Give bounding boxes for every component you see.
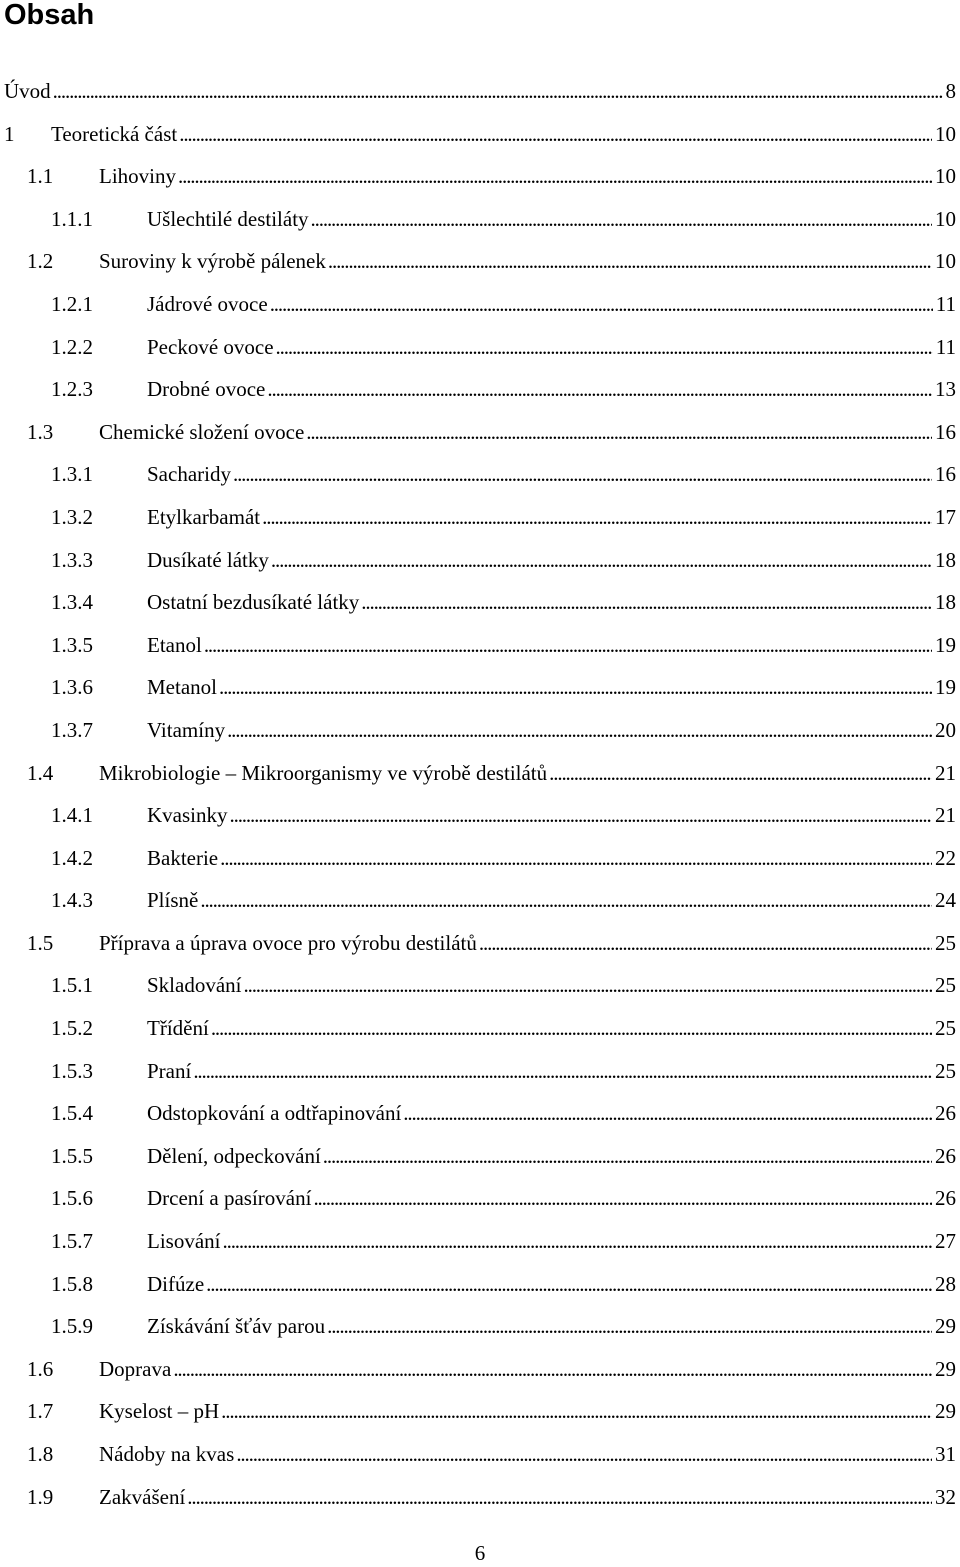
toc-entry-title: Zakvášení <box>99 1484 186 1509</box>
toc-entry-page: 26 <box>935 1186 956 1211</box>
toc-entry-line <box>147 709 956 752</box>
toc-entry-page: 11 <box>935 334 956 359</box>
toc-entry-line <box>99 752 956 795</box>
toc-entry-number: 1.3.2 <box>51 504 93 529</box>
toc-entry-number: 1.5.2 <box>51 1016 93 1041</box>
dot-leader <box>193 1050 932 1093</box>
toc-entry[interactable] <box>0 624 960 667</box>
table-of-contents <box>0 70 960 1518</box>
toc-entry-page: 27 <box>935 1229 956 1254</box>
toc-entry-page: 21 <box>935 760 956 785</box>
toc-entry[interactable] <box>0 1050 960 1093</box>
toc-entry-page: 18 <box>935 590 956 615</box>
toc-entry-line <box>147 368 956 411</box>
dot-leader <box>276 326 933 369</box>
toc-entry-number: 1.8 <box>27 1442 54 1466</box>
toc-entry-page: 31 <box>935 1442 956 1466</box>
toc-entry-page: 25 <box>935 930 956 955</box>
toc-entry-line <box>147 326 956 369</box>
toc-entry-title: Ušlechtilé destiláty <box>147 206 309 231</box>
toc-entry[interactable] <box>0 794 960 837</box>
toc-entry[interactable] <box>0 368 960 411</box>
toc-entry-number: 1.5 <box>27 930 54 955</box>
toc-entry-number: 1.6 <box>27 1356 54 1381</box>
toc-entry-title: Vitamíny <box>147 717 226 742</box>
toc-entry-title: Sacharidy <box>147 462 231 487</box>
toc-entry-page: 19 <box>935 675 956 700</box>
toc-entry-number: 1.5.8 <box>51 1271 93 1296</box>
toc-entry-page: 10 <box>935 164 956 189</box>
toc-entry-page: 26 <box>935 1101 956 1126</box>
toc-entry-title: Drcení a pasírování <box>147 1186 312 1211</box>
toc-entry-number: 1.5.6 <box>51 1186 93 1211</box>
toc-entry-page: 19 <box>935 632 956 657</box>
toc-entry-title: Metanol <box>147 675 217 700</box>
toc-entry[interactable] <box>0 1476 960 1519</box>
dot-leader <box>233 453 932 496</box>
toc-entry[interactable] <box>0 1135 960 1178</box>
toc-entry-page: 28 <box>935 1271 956 1296</box>
toc-entry-number: 1.3.4 <box>51 590 93 615</box>
dot-leader <box>204 624 932 667</box>
toc-entry[interactable] <box>0 198 960 241</box>
toc-entry-title: Peckové ovoce <box>147 334 274 359</box>
toc-entry-title: Chemické složení ovoce <box>99 419 305 444</box>
toc-entry-title: Jádrové ovoce <box>147 291 268 316</box>
toc-entry[interactable] <box>0 1220 960 1263</box>
toc-entry-number: 1.5.3 <box>51 1058 93 1083</box>
toc-entry-page: 25 <box>935 1016 956 1041</box>
toc-entry[interactable] <box>0 879 960 922</box>
toc-entry-title: Suroviny k výrobě pálenek <box>99 249 326 274</box>
toc-entry-line <box>99 1348 956 1391</box>
toc-entry[interactable] <box>0 1390 960 1433</box>
dot-leader <box>200 879 932 922</box>
toc-entry-number: 1.2.1 <box>51 291 93 316</box>
toc-entry-page: 22 <box>935 845 956 870</box>
toc-entry-title: Získávání šťáv parou <box>147 1314 326 1339</box>
toc-entry-number: 1.5.1 <box>51 973 93 998</box>
dot-leader <box>53 70 943 113</box>
dot-leader <box>179 113 932 156</box>
toc-entry-title: Drobné ovoce <box>147 377 266 402</box>
toc-entry-line <box>147 1050 956 1093</box>
toc-entry-line <box>147 666 956 709</box>
toc-entry-title: Etylkarbamát <box>147 504 261 529</box>
dot-leader <box>220 837 932 880</box>
toc-entry-title: Difúze <box>147 1271 205 1296</box>
toc-entry-page: 10 <box>935 121 956 146</box>
toc-entry-line <box>147 1092 956 1135</box>
toc-entry[interactable] <box>0 964 960 1007</box>
toc-entry[interactable] <box>0 581 960 624</box>
toc-entry-number: 1.3 <box>27 419 54 444</box>
toc-entry-page: 17 <box>935 504 956 529</box>
toc-entry[interactable] <box>0 496 960 539</box>
page-number: 6 <box>474 1541 486 1565</box>
toc-entry[interactable] <box>0 1305 960 1348</box>
toc-entry-number: 1.4.1 <box>51 803 93 828</box>
toc-entry-line <box>147 198 956 241</box>
toc-entry-title: Mikrobiologie – Mikroorganismy ve výrobě destilátů <box>99 760 548 785</box>
dot-leader <box>223 1220 933 1263</box>
toc-entry-number: 1.7 <box>27 1399 54 1424</box>
toc-entry[interactable] <box>0 326 960 369</box>
toc-entry-page: 21 <box>935 803 956 828</box>
toc-entry-page: 20 <box>935 717 956 742</box>
dot-leader <box>403 1092 932 1135</box>
toc-entry-number: 1.5.5 <box>51 1143 93 1168</box>
toc-entry-line <box>99 411 956 454</box>
toc-entry-line <box>147 496 956 539</box>
toc-entry[interactable] <box>0 240 960 283</box>
toc-entry-page: 10 <box>935 206 956 231</box>
toc-entry-line <box>99 1476 956 1519</box>
toc-entry[interactable] <box>0 1348 960 1391</box>
toc-entry-line <box>147 964 956 1007</box>
toc-entry-page: 25 <box>935 1058 956 1083</box>
toc-entry[interactable] <box>0 411 960 454</box>
toc-entry[interactable] <box>0 155 960 198</box>
toc-entry-title: Praní <box>147 1058 192 1083</box>
toc-entry[interactable] <box>0 1263 960 1306</box>
toc-entry-line <box>147 837 956 880</box>
toc-entry[interactable] <box>0 539 960 582</box>
toc-entry-number: 1.3.6 <box>51 675 93 700</box>
toc-entry-number: 1.2.2 <box>51 334 93 359</box>
toc-entry-title: Odstopkování a odtřapinování <box>147 1101 402 1126</box>
dot-leader <box>361 581 932 624</box>
page-title: Obsah <box>4 0 95 31</box>
toc-entry-title: Ostatní bezdusíkaté látky <box>147 590 360 615</box>
toc-entry-title: Kvasinky <box>147 803 228 828</box>
toc-entry[interactable] <box>0 666 960 709</box>
toc-entry-line <box>51 113 956 156</box>
toc-entry-line <box>147 794 956 837</box>
toc-entry-line <box>147 624 956 667</box>
toc-entry[interactable] <box>0 283 960 326</box>
toc-entry[interactable] <box>0 70 960 113</box>
dot-leader <box>270 283 933 326</box>
toc-entry-number: 1.1.1 <box>51 206 93 231</box>
toc-entry-title: Úvod <box>4 79 51 103</box>
toc-entry-number: 1.3.5 <box>51 632 93 657</box>
toc-entry-number: 1.2 <box>27 249 54 274</box>
toc-entry-title: Skladování <box>147 973 242 998</box>
dot-leader <box>219 666 932 709</box>
toc-entry-line <box>99 1433 956 1476</box>
toc-entry-title: Lihoviny <box>99 164 176 189</box>
toc-entry-line <box>4 70 956 113</box>
toc-entry-line <box>147 539 956 582</box>
toc-entry[interactable] <box>0 453 960 496</box>
dot-leader <box>271 539 932 582</box>
toc-entry-line <box>147 1135 956 1178</box>
toc-entry-line <box>147 1220 956 1263</box>
dot-leader <box>244 964 933 1007</box>
toc-entry-number: 1.3.3 <box>51 547 93 572</box>
toc-entry-number: 1.2.3 <box>51 377 93 402</box>
toc-entry[interactable] <box>0 1007 960 1050</box>
toc-entry-page: 29 <box>935 1399 956 1424</box>
toc-entry-title: Kyselost – pH <box>99 1399 220 1424</box>
toc-entry-page: 13 <box>935 377 956 402</box>
toc-entry-title: Dělení, odpeckování <box>147 1143 321 1168</box>
dot-leader <box>313 1177 932 1220</box>
toc-entry-number: 1.3.1 <box>51 462 93 487</box>
toc-entry[interactable] <box>0 922 960 965</box>
dot-leader <box>311 198 932 241</box>
toc-entry-number: 1.4 <box>27 760 54 785</box>
toc-entry-page: 16 <box>935 462 956 487</box>
dot-leader <box>211 1007 932 1050</box>
toc-entry-title: Třídění <box>147 1016 209 1041</box>
toc-entry-title: Nádoby na kvas <box>99 1442 235 1466</box>
toc-entry-number: 1.1 <box>27 164 54 189</box>
dot-leader <box>221 1390 932 1433</box>
toc-entry-title: Bakterie <box>147 845 219 870</box>
dot-leader <box>206 1263 932 1306</box>
toc-entry-page: 32 <box>935 1484 956 1509</box>
dot-leader <box>328 240 932 283</box>
dot-leader <box>306 411 932 454</box>
toc-entry-title: Etanol <box>147 632 202 657</box>
toc-entry-line <box>99 240 956 283</box>
toc-entry-page: 26 <box>935 1143 956 1168</box>
dot-leader <box>327 1305 932 1348</box>
toc-entry-number: 1.4.3 <box>51 888 93 913</box>
toc-entry-line <box>147 453 956 496</box>
toc-entry-title: Lisování <box>147 1229 221 1254</box>
toc-entry-line <box>147 1305 956 1348</box>
toc-entry-page: 24 <box>935 888 956 913</box>
dot-leader <box>187 1476 932 1519</box>
toc-entry-number: 1.4.2 <box>51 845 93 870</box>
toc-entry-title: Teoretická část <box>51 121 178 146</box>
toc-entry-line <box>147 879 956 922</box>
toc-entry-line <box>147 581 956 624</box>
dot-leader <box>267 368 932 411</box>
toc-entry-number: 1.5.9 <box>51 1314 93 1339</box>
toc-entry-line <box>147 1177 956 1220</box>
toc-entry-title: Doprava <box>99 1356 172 1381</box>
toc-entry-page: 11 <box>935 291 956 316</box>
toc-entry-number: 1.5.4 <box>51 1101 93 1126</box>
toc-entry[interactable] <box>0 1177 960 1220</box>
toc-entry-number: 1.3.7 <box>51 717 93 742</box>
toc-entry-page: 25 <box>935 973 956 998</box>
toc-entry-page: 18 <box>935 547 956 572</box>
toc-entry[interactable] <box>0 1092 960 1135</box>
dot-leader <box>178 155 932 198</box>
toc-entry-number: 1.5.7 <box>51 1229 93 1254</box>
toc-entry-page: 8 <box>945 79 956 103</box>
toc-entry[interactable] <box>0 752 960 795</box>
toc-entry-title: Plísně <box>147 888 199 913</box>
dot-leader <box>549 752 932 795</box>
dot-leader <box>262 496 932 539</box>
dot-leader <box>227 709 932 752</box>
toc-entry-line <box>99 922 956 965</box>
dot-leader <box>173 1348 932 1391</box>
toc-entry-page: 29 <box>935 1356 956 1381</box>
toc-entry-page: 10 <box>935 249 956 274</box>
toc-entry-page: 16 <box>935 419 956 444</box>
toc-entry-number: 1 <box>4 121 15 146</box>
toc-entry-page: 29 <box>935 1314 956 1339</box>
toc-entry[interactable] <box>0 1433 960 1476</box>
toc-entry-line <box>99 155 956 198</box>
toc-entry[interactable] <box>0 113 960 156</box>
toc-entry-title: Dusíkaté látky <box>147 547 269 572</box>
toc-entry[interactable] <box>0 709 960 752</box>
toc-entry-title: Příprava a úprava ovoce pro výrobu destilátů <box>99 930 477 955</box>
toc-entry-line <box>99 1390 956 1433</box>
dot-leader <box>236 1433 932 1476</box>
toc-entry-number: 1.9 <box>27 1484 54 1509</box>
toc-entry-line <box>147 283 956 326</box>
dot-leader <box>230 794 933 837</box>
toc-entry-line <box>147 1007 956 1050</box>
dot-leader <box>479 922 932 965</box>
dot-leader <box>323 1135 932 1178</box>
toc-entry-line <box>147 1263 956 1306</box>
toc-entry[interactable] <box>0 837 960 880</box>
